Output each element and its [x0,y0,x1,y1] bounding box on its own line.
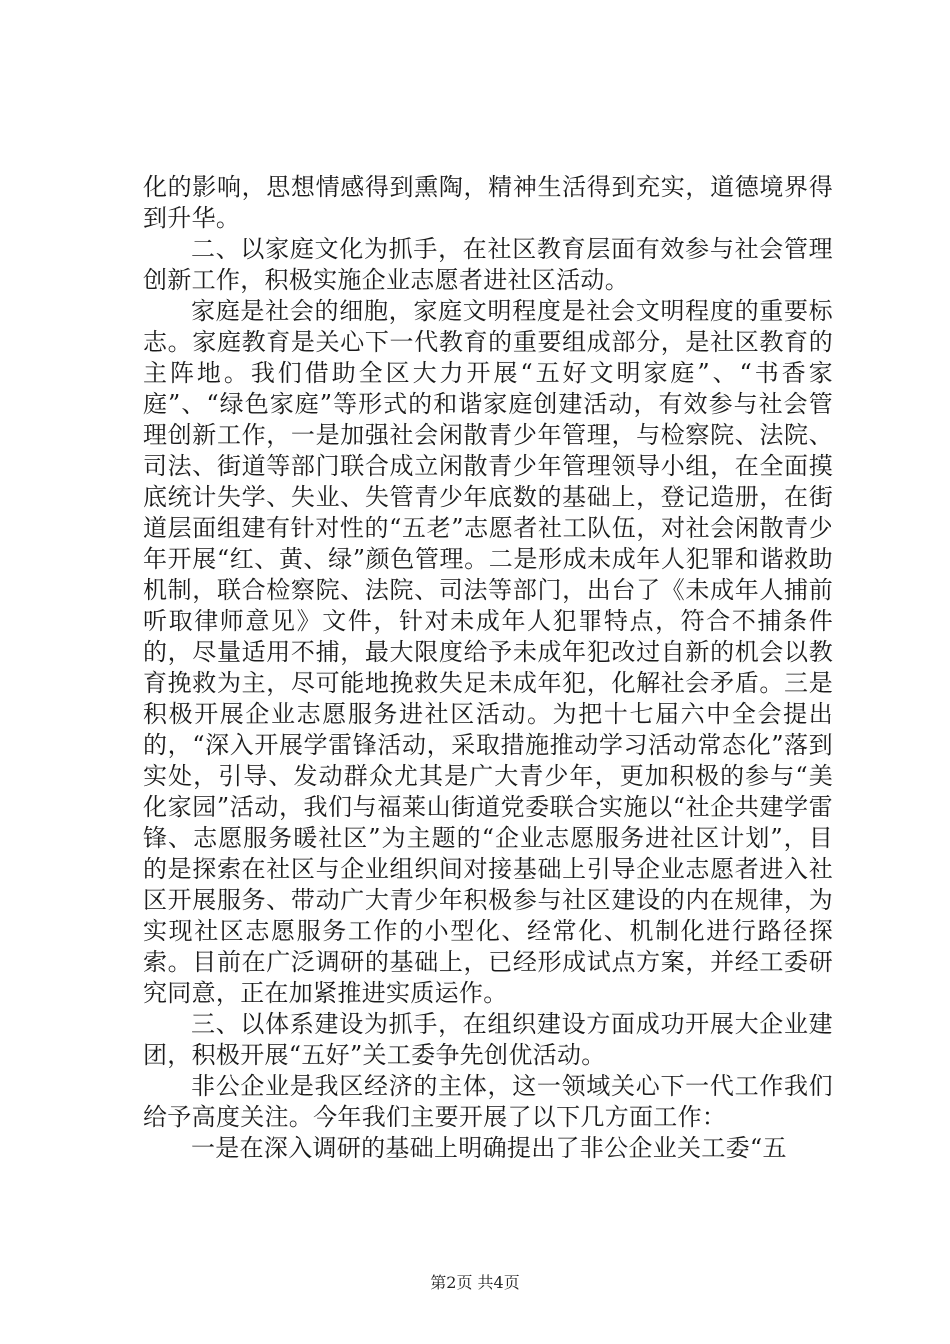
page-number-footer: 第2页 共4页 [430,1273,520,1292]
paragraph-3: 家庭是社会的细胞，家庭文明程度是社会文明程度的重要标志。家庭教育是关心下一代教育的重要组成部分，是社区教育的主阵地。我们借助全区大力开展“五好文明家庭”、“书香家庭”、“绿色家庭”等形式的和谐家庭创建活动，有效参与社会管理创新工作，一是加强社会闲散青少年管理，与检察院、法院、司法、街道等部门联合成立闲散青少年管理领导小组，在全面摸底统计失学、失业、失管青少年底数的基础上，登记造册，在街道层面组建有针对性的“五老”志愿者社工队伍，对社会闲散青少年开展“红、黄、绿”颜色管理。二是形成未成年人犯罪和谐救助机制，联合检察院、法院、司法等部门，出台了《未成年人捕前听取律师意见》文件，针对未成年人犯罪特点，符合不捕条件的，尽量适用不捕，最大限度给予未成年犯改过自新的机会以教育挽救为主，尽可能地挽救失足未成年犯，化解社会矛盾。三是积极开展企业志愿服务进社区活动。为把十七届六中全会提出的，“深入开展学雷锋活动，采取措施推动学习活动常态化”落到实处，引导、发动群众尤其是广大青少年，更加积极的参与“美化家园”活动，我们与福莱山街道党委联合实施以“社企共建学雷锋、志愿服务暖社区”为主题的“企业志愿服务进社区计划”，目的是探索在社区与企业组织间对接基础上引导企业志愿者进入社区开展服务、带动广大青少年积极参与社区建设的内在规律，为实现社区志愿服务工作的小型化、经常化、机制化进行路径探索。目前在广泛调研的基础上，已经形成试点方案，并经工委研究同意，正在加紧推进实质运作。 [143,297,833,1007]
paragraph-1: 化的影响，思想情感得到熏陶，精神生活得到充实，道德境界得到升华。 [143,173,833,232]
paragraph-4-section-heading: 三、以体系建设为抓手，在组织建设方面成功开展大企业建团，积极开展“五好”关工委争先创优活动。 [143,1010,833,1069]
paragraph-6: 一是在深入调研的基础上明确提出了非公企业关工委“五 [191,1134,787,1162]
paragraph-2-section-heading: 二、以家庭文化为抓手，在社区教育层面有效参与社会管理创新工作，积极实施企业志愿者进社区活动。 [143,235,833,294]
document-body [143,172,833,1164]
paragraph-5: 非公企业是我区经济的主体，这一领域关心下一代工作我们给予高度关注。今年我们主要开展了以下几方面工作： [143,1072,833,1131]
